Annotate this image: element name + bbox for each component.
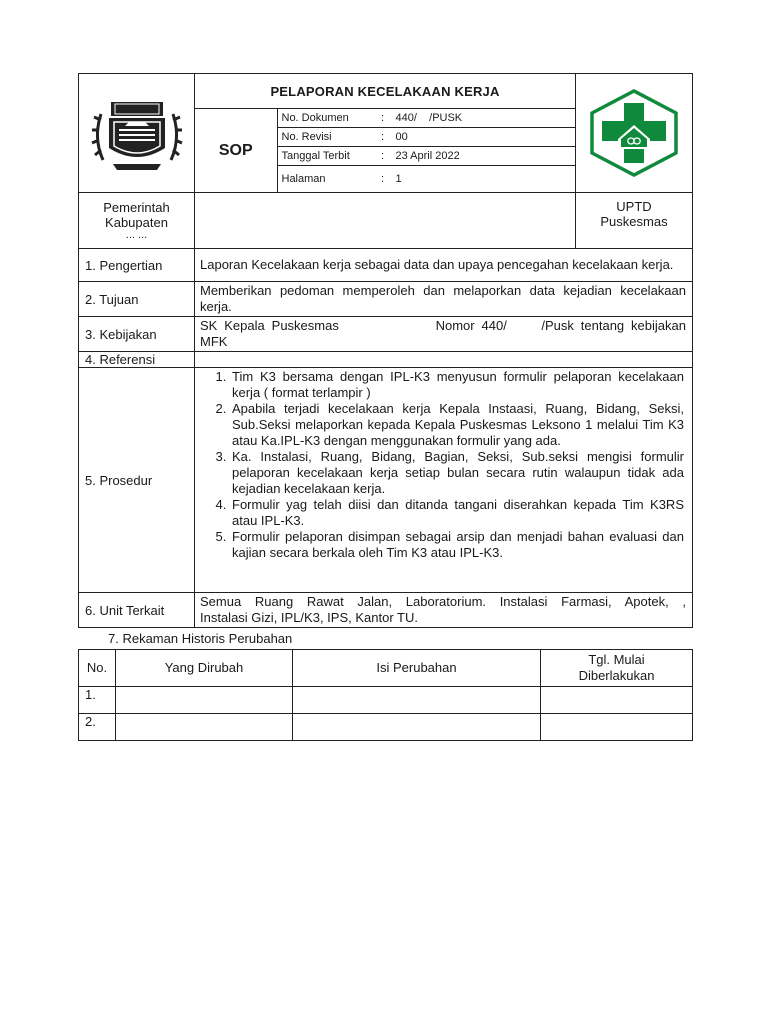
procedure-step: 3. Ka. Instalasi, Ruang, Bidang, Bagian, Seksi, Sub.seksi mengisi formulir pelaporan kecelakaan kerja setiap bulan secara rutin walaupun tidak ada kejadian kecelakaan kerja. [230, 449, 684, 497]
section-label-prosedur: 5. Prosedur [79, 368, 195, 593]
section-text-unit-terkait: Semua Ruang Rawat Jalan, Laboratorium. Instalasi Farmasi, Apotek, , Instalasi Gizi, IPL/K3, IPS, Kantor TU. [195, 593, 693, 628]
blank-header-cell [195, 193, 576, 249]
section-text-tujuan: Memberikan pedoman memperoleh dan melaporkan data kejadian kecelakaan kerja. [195, 282, 693, 317]
puskesmas-logo-icon [584, 87, 684, 177]
table-row: 2. [79, 714, 693, 741]
section-text-pengertian: Laporan Kecelakaan kerja sebagai data dan upaya pencegahan kecelakaan kerja. [195, 249, 693, 282]
table-row: 1. [79, 687, 693, 714]
meta-row: No. Dokumen : 440/ /PUSK [278, 109, 576, 128]
meta-row: Tanggal Terbit : 23 April 2022 [278, 147, 576, 166]
section-label-tujuan: 2. Tujuan [79, 282, 195, 317]
column-header: Yang Dirubah [116, 650, 293, 687]
puskesmas-logo-cell [576, 74, 693, 193]
section-text-prosedur [195, 368, 693, 593]
section-label-pengertian: 1. Pengertian [79, 249, 195, 282]
section-label-referensi: 4. Referensi [79, 352, 195, 368]
regency-emblem-icon [89, 90, 185, 174]
unit-label: UPTD Puskesmas [576, 193, 693, 249]
procedure-step: 5. Formulir pelaporan disimpan sebagai arsip dan menjadi bahan evaluasi dan kajian secara berkala oleh Tim K3 atau IPL-K3. [230, 529, 684, 561]
section-label-kebijakan: 3. Kebijakan [79, 317, 195, 352]
procedure-step: 2. Apabila terjadi kecelakaan kerja Kepala Instaasi, Ruang, Bidang, Seksi, Sub.Seksi melaporkan kepada Kepala Puskesmas Leksono 1 melalui Tim K3 atau Ka.IPL-K3 dengan menggunakan formulir yang ada. [230, 401, 684, 449]
regency-emblem-cell [79, 74, 195, 193]
section-text-referensi [195, 352, 693, 368]
meta-row: No. Revisi : 00 [278, 128, 576, 147]
section-text-kebijakan: SK Kepala Puskesmas Nomor 440/ /Pusk tentang kebijakan MFK [195, 317, 693, 352]
column-header: Tgl. Mulai Diberlakukan [541, 650, 693, 687]
government-label: Pemerintah Kabupaten ... ... [79, 193, 195, 249]
history-table [78, 649, 693, 741]
history-title: 7. Rekaman Historis Perubahan [108, 631, 293, 646]
column-header: Isi Perubahan [293, 650, 541, 687]
history-header-row [79, 650, 693, 687]
document-meta [278, 109, 576, 192]
meta-row: Halaman : 1 [281, 173, 402, 185]
document-title: PELAPORAN KECELAKAAN KERJA [195, 74, 575, 109]
sop-document-table [78, 73, 693, 628]
procedure-step: 4. Formulir yag telah diisi dan ditanda tangani diserahkan kepada Tim K3RS atau IPL-K3. [230, 497, 684, 529]
procedure-step: 1. Tim K3 bersama dengan IPL-K3 menyusun formulir pelaporan kecelakaan kerja ( format terlampir ) [230, 369, 684, 401]
procedure-steps-list [200, 369, 684, 561]
section-label-unit-terkait: 6. Unit Terkait [79, 593, 195, 628]
sop-label: SOP [195, 109, 277, 193]
column-header: No. [79, 650, 116, 687]
